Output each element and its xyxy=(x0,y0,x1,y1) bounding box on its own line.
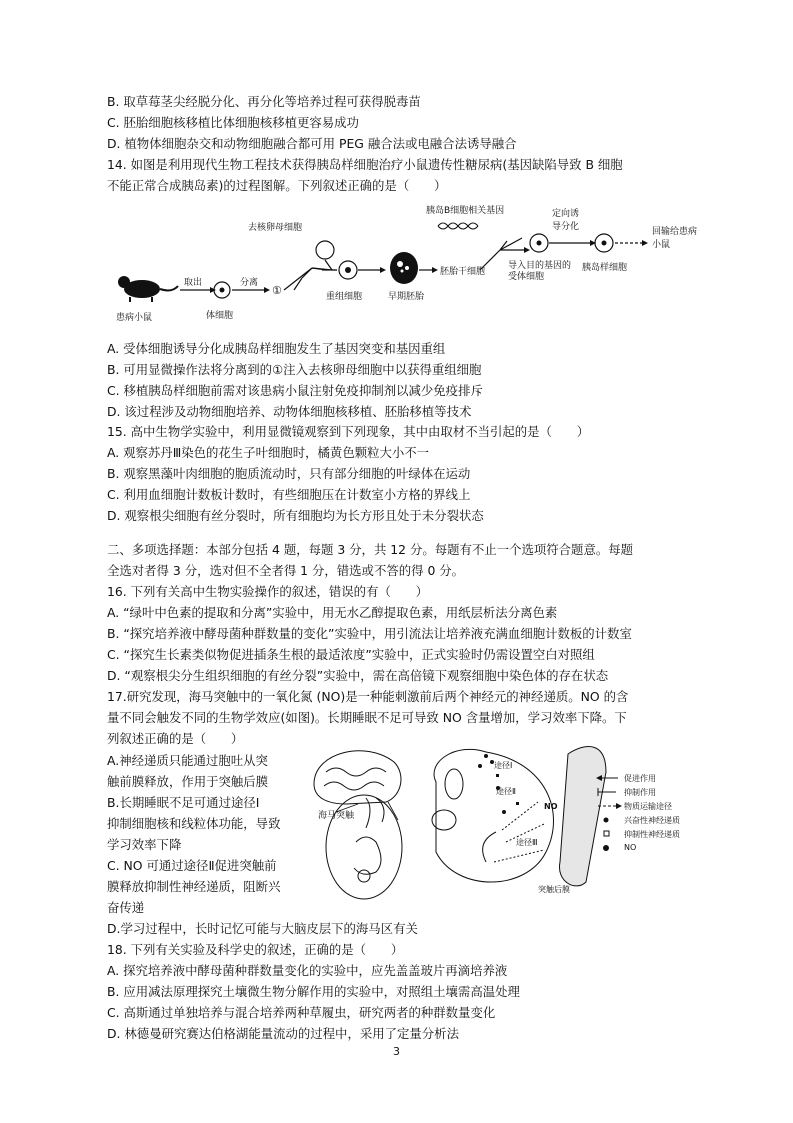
label-islet-b-gene: 胰岛B细胞相关基因 xyxy=(426,206,505,216)
legend-inhibitory: 抑制性神经递质 xyxy=(624,830,680,839)
option-13b: B. 取草莓茎尖经脱分化、再分化等培养过程可获得脱毒苗 xyxy=(107,94,421,109)
question-17-stem-3: 列叙述正确的是（ ） xyxy=(107,731,244,746)
label-pathway-2: 途径Ⅱ xyxy=(496,787,516,796)
option-17b-3: 学习效率下降 xyxy=(107,837,182,852)
option-13c: C. 胚胎细胞核移植比体细胞核移植更容易成功 xyxy=(107,115,359,130)
option-13d: D. 植物体细胞杂交和动物细胞融合都可用 PEG 融合法或电融合法诱导融合 xyxy=(107,136,517,151)
question-17-stem-1: 17.研究发现，海马突触中的一氧化氮 (NO)是一种能刺激前后两个神经元的神经递质。NO 的含 xyxy=(107,689,629,704)
option-17b-1: B.长期睡眠不足可通过途径Ⅰ xyxy=(107,795,260,810)
option-17b-2: 抑制细胞核和线粒体功能，导致 xyxy=(107,816,281,831)
legend-transport: 物质运输途径 xyxy=(624,802,672,811)
option-16c: C. “探究生长素类似物促进插条生根的最适浓度”实验中，正式实验时仍需设置空白对照组 xyxy=(107,647,595,662)
label-receptor-cell: 导入目的基因的受体细胞 xyxy=(508,261,572,282)
option-14d: D. 该过程涉及动物细胞培养、动物体细胞核移植、胚胎移植等技术 xyxy=(107,404,472,419)
option-17c-2: 膜释放抑制性神经递质，阻断兴 xyxy=(107,879,281,894)
question-15-stem: 15. 高中生物学实验中，利用显微镜观察到下列现象，其中由取材不当引起的是（ ） xyxy=(107,424,590,439)
label-postsynaptic-membrane: 突触后膜 xyxy=(538,885,570,894)
label-circle-1: ① xyxy=(272,284,282,297)
page-number: 3 xyxy=(393,1045,400,1058)
label-islet-like-cell: 胰岛样细胞 xyxy=(582,263,628,273)
figure-14-flow-diagram xyxy=(112,198,702,328)
question-14-stem-2: 不能正常合成胰岛素)的过程图解。下列叙述正确的是（ ） xyxy=(107,178,447,193)
question-17-stem-2: 量不同会触发不同的生物学效应(如图)。长期睡眠不足可导致 NO 含量增加，学习效率下降。下 xyxy=(107,710,627,725)
label-early-embryo: 早期胚胎 xyxy=(388,292,425,302)
option-17d: D.学习过程中，长时记忆可能与大脑皮层下的海马区有关 xyxy=(107,921,418,936)
option-14b: B. 可用显微操作法将分离到的①注入去核卵母细胞中以获得重组细胞 xyxy=(107,362,482,377)
option-17c-1: C. NO 可通过途径Ⅱ促进突触前 xyxy=(107,858,277,873)
label-take-out: 取出 xyxy=(184,278,203,288)
option-17a-1: A.神经递质只能通过胞吐从突 xyxy=(107,753,268,768)
option-15a: A. 观察苏丹Ⅲ染色的花生子叶细胞时，橘黄色颗粒大小不一 xyxy=(107,445,430,460)
legend-no: NO xyxy=(624,843,637,852)
option-18b: B. 应用减法原理探究土壤微生物分解作用的实验中，对照组土壤需高温处理 xyxy=(107,984,520,999)
label-pathway-1: 途径Ⅰ xyxy=(494,761,513,770)
label-recombinant-cell: 重组细胞 xyxy=(326,292,363,302)
label-return-to-mouse: 回输给患病小鼠 xyxy=(652,227,698,250)
label-directed-differentiation: 定向诱导分化 xyxy=(552,209,580,232)
option-16a: A. “绿叶中色素的提取和分离”实验中，用无水乙醇提取色素，用纸层析法分离色素 xyxy=(107,605,558,620)
question-16-stem: 16. 下列有关高中生物实验操作的叙述，错误的有（ ） xyxy=(107,584,429,599)
option-15c: C. 利用血细胞计数板计数时，有些细胞压在计数室小方格的界线上 xyxy=(107,487,471,502)
option-16d: D. “观察根尖分生组织细胞的有丝分裂”实验中，需在高倍镜下观察细胞中染色体的存在状态 xyxy=(107,668,609,683)
label-hippocampal-synapse: 海马突触 xyxy=(318,811,355,821)
option-18c: C. 高斯通过单独培养与混合培养两种草履虫，研究两者的种群数量变化 xyxy=(107,1005,496,1020)
legend-excitatory: 兴奋性神经递质 xyxy=(624,816,680,825)
option-18d: D. 林德曼研究赛达伯格湖能量流动的过程中，采用了定量分析法 xyxy=(107,1026,459,1041)
label-body-cell: 体细胞 xyxy=(206,311,234,321)
option-17a-2: 触前膜释放，作用于突触后膜 xyxy=(107,774,269,789)
label-enucleated-oocyte: 去核卵母细胞 xyxy=(248,223,303,233)
option-15b: B. 观察黑藻叶肉细胞的胞质流动时，只有部分细胞的叶绿体在运动 xyxy=(107,466,471,481)
question-18-stem: 18. 下列有关实验及科学史的叙述，正确的是（ ） xyxy=(107,942,404,957)
mouse-icon xyxy=(118,276,178,302)
option-14c: C. 移植胰岛样细胞前需对该患病小鼠注射免疫抑制剂以减少免疫排斥 xyxy=(107,383,483,398)
label-embryonic-stem-cell: 胚胎干细胞 xyxy=(440,267,486,277)
option-18a: A. 探究培养液中酵母菌种群数量变化的实验中，应先盖盖玻片再滴培养液 xyxy=(107,963,508,978)
section-2-heading-2: 全选对者得 3 分，选对但不全者得 1 分，错选或不答的得 0 分。 xyxy=(107,563,465,578)
option-17c-3: 奋传递 xyxy=(107,900,145,915)
question-14-stem-1: 14. 如图是利用现代生物工程技术获得胰岛样细胞治疗小鼠遗传性糖尿病(基因缺陷导致 B 细胞 xyxy=(107,157,623,172)
figure-17-synapse-diagram xyxy=(306,742,684,902)
label-sick-mouse: 患病小鼠 xyxy=(116,313,153,323)
label-pathway-3: 途径Ⅲ xyxy=(516,838,538,847)
legend-promote: 促进作用 xyxy=(624,774,656,783)
label-separate: 分离 xyxy=(240,278,259,288)
option-14a: A. 受体细胞诱导分化成胰岛样细胞发生了基因突变和基因重组 xyxy=(107,341,446,356)
section-2-heading-1: 二、多项选择题：本部分包括 4 题，每题 3 分，共 12 分。每题有不止一个选项符合题意。每题 xyxy=(107,542,634,557)
label-no: NO xyxy=(544,802,558,811)
option-16b: B. “探究培养液中酵母菌种群数量的变化”实验中，用引流法让培养液充满血细胞计数板的计数室 xyxy=(107,626,632,641)
option-15d: D. 观察根尖细胞有丝分裂时，所有细胞均为长方形且处于未分裂状态 xyxy=(107,508,484,523)
legend-inhibit: 抑制作用 xyxy=(624,788,656,797)
